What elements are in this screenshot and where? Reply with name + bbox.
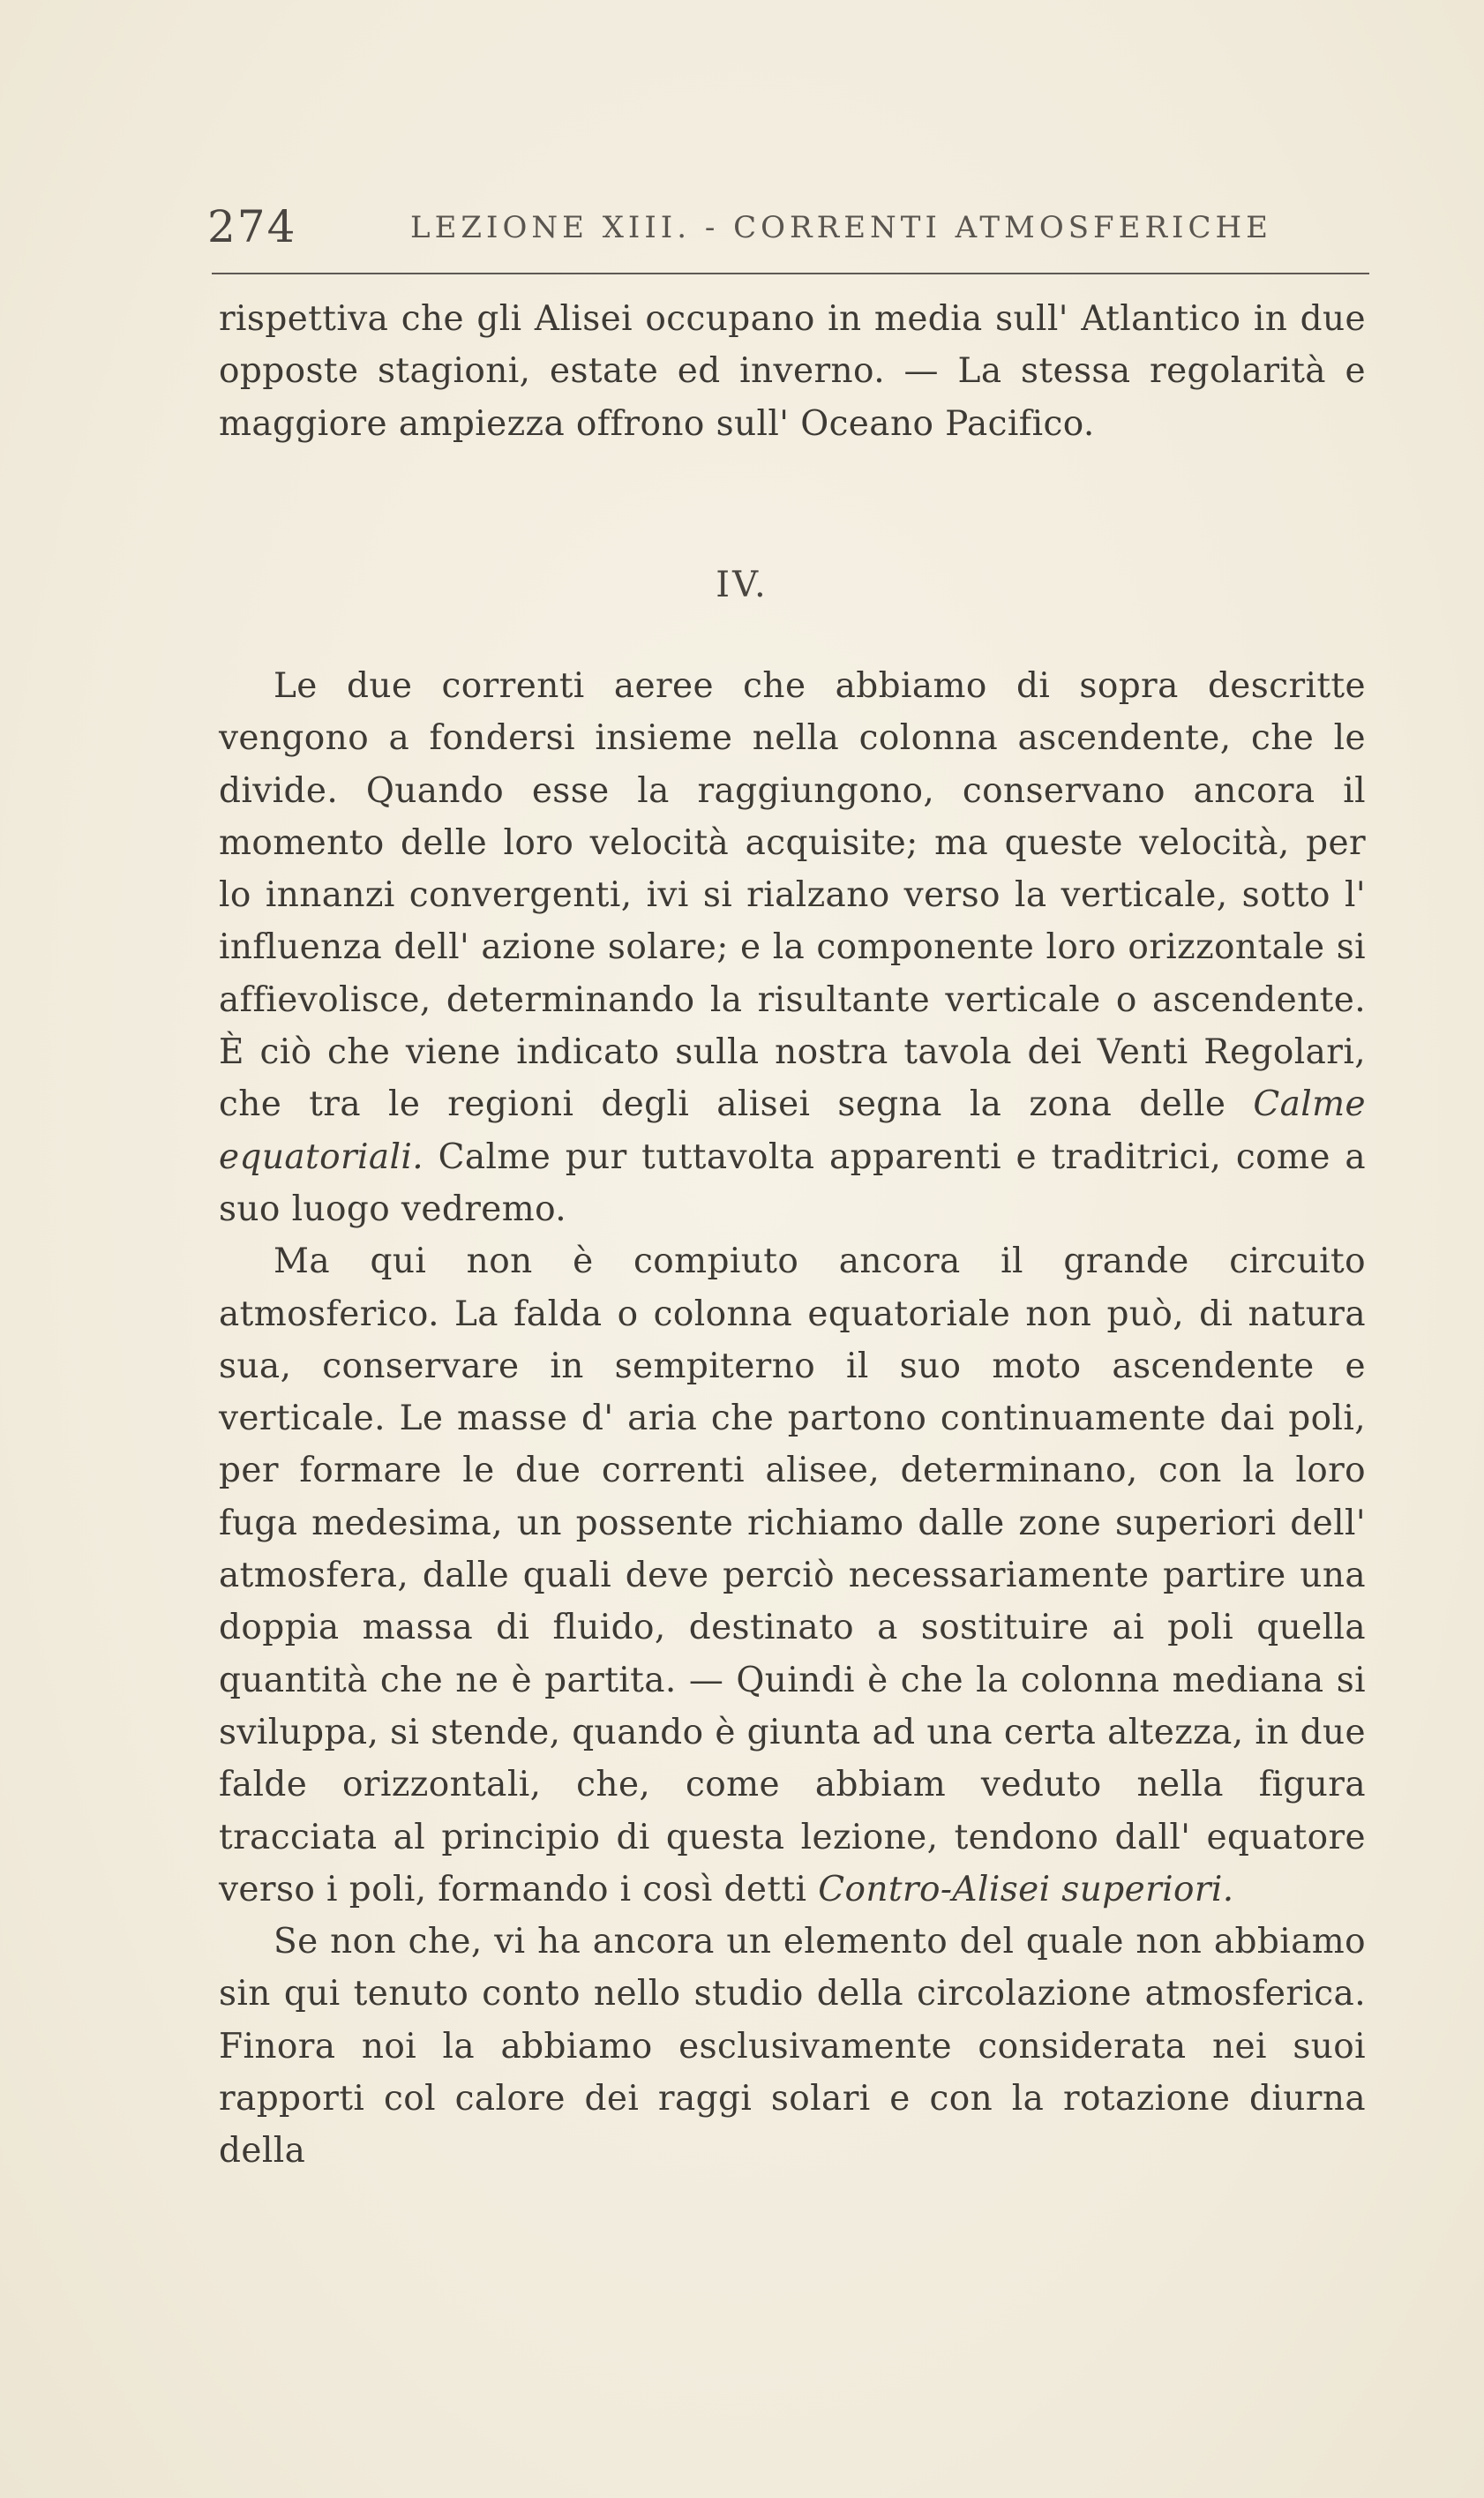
paragraph-1-emphasis: Calme equatoriali. — [219, 1084, 1366, 1177]
paragraph-continuation: rispettiva che gli Alisei occupano in media sull' Atlantico in due opposte stagioni, estate ed inverno. — La stessa regolarità e maggiore ampiezza offrono sull' Oceano Pacifico. — [219, 299, 1366, 444]
text-block-continuation — [219, 293, 1366, 450]
running-head: LEZIONE XIII. - CORRENTI ATMOSFERICHE — [410, 210, 1272, 245]
page-header — [207, 201, 1372, 254]
paragraph-1-text-a: Le due correnti aeree che abbiamo di sopra descritte vengono a fondersi insieme nella colonna ascendente, che le divide. Quando esse la raggiungono, conservano ancora il momento delle loro velocità acquisite; ma queste velocità, per lo innanzi convergenti, ivi si rialzano verso la verticale, sotto l' influenza dell' azione solare; e la componente loro orizzontale si affievolisce, determinando la risultante verticale o ascendente. È ciò che viene indicato sulla nostra tavola dei Venti Regolari, che tra le regioni degli alisei segna la zona delle — [219, 666, 1366, 1125]
paragraph-1-text-b: Calme pur tuttavolta apparenti e traditrici, come a suo luogo vedremo. — [219, 1136, 1366, 1229]
paragraph-1 — [219, 660, 1366, 1235]
paragraph-3: Se non che, vi ha ancora un elemento del quale non abbiamo sin qui tenuto conto nello studio della circolazione atmosferica. Finora noi la abbiamo esclusivamente considerata nei suoi rapporti col calore dei raggi solari e con la rotazione diurna della — [219, 1922, 1366, 2172]
header-rule — [212, 273, 1369, 274]
paragraph-2-text-a: Ma qui non è compiuto ancora il grande circuito atmosferico. La falda o colonna equatoriale non può, di natura sua, conservare in sempiterno il suo moto ascendente e verticale. Le masse d' aria che partono continuamente dai poli, per formare le due correnti alisee, determinano, con la loro fuga medesima, un possente richiamo dalle zone superiori dell' atmosfera, dalle quali deve perciò necessariamente partire una doppia massa di fluido, destinato a sostituire ai poli quella quantità che ne è partita. — Quindi è che la colonna mediana si sviluppa, si stende, quando è giunta ad una certa altezza, in due falde orizzontali, che, come abbiam veduto nella figura tracciata al principio di questa lezione, tendono dall' equatore verso i poli, formando i così detti — [219, 1241, 1366, 1909]
section-heading: IV. — [716, 565, 768, 605]
paragraph-2 — [219, 1235, 1366, 1916]
paragraph-2-emphasis: Contro-Alisei superiori. — [818, 1869, 1234, 1909]
text-block-main — [219, 660, 1366, 2178]
page-number: 274 — [207, 201, 297, 252]
